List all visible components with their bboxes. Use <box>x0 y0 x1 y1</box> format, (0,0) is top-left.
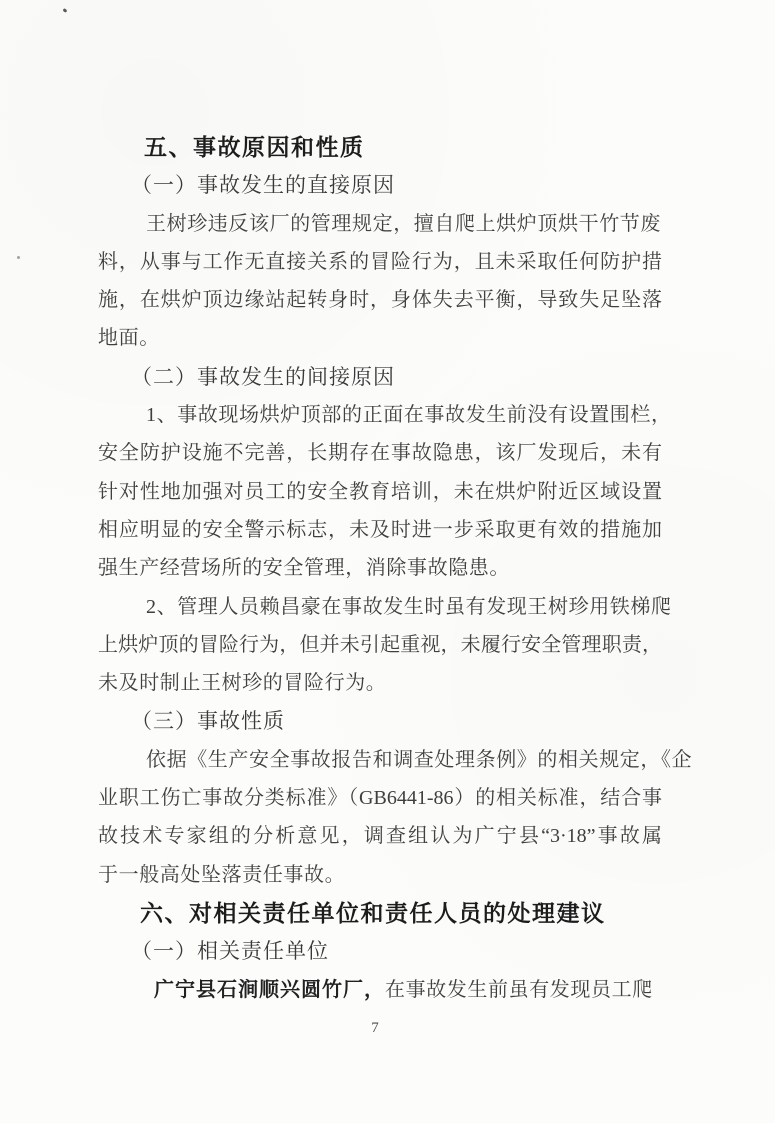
scan-speck <box>17 256 20 259</box>
paragraph-line: 故技术专家组的分析意见，调查组认为广宁县“3·18”事故属 <box>98 825 662 848</box>
subheading-indirect-cause: （二）事故发生的间接原因 <box>131 364 395 389</box>
paragraph-line: 针对性地加强对员工的安全教育培训，未在烘炉附近区域设置 <box>98 480 662 503</box>
section-heading-five: 五、事故原因和性质 <box>144 134 365 160</box>
paragraph-line: 相应明显的安全警示标志，未及时进一步采取更有效的措施加 <box>98 518 662 541</box>
paragraph-line <box>98 971 662 1009</box>
paragraph-line: 施，在烘炉顶边缘站起转身时，身体失去平衡，导致失足坠落 <box>98 289 662 312</box>
paragraph-line: 地面。 <box>98 327 160 350</box>
page-number: 7 <box>371 1020 379 1036</box>
subheading-direct-cause: （一）事故发生的直接原因 <box>131 173 395 198</box>
paragraph-line: 王树珍违反该厂的管理规定，擅自爬上烘炉顶烘干竹节废 <box>146 212 661 235</box>
responsible-unit-name: 广宁县石涧顺兴圆竹厂， <box>154 978 385 1001</box>
subheading-responsible-unit: （一）相关责任单位 <box>131 939 329 964</box>
section-heading-six: 六、对相关责任单位和责任人员的处理建议 <box>140 899 606 926</box>
paragraph-line: 料，从事与工作无直接关系的冒险行为，且未采取任何防护措 <box>98 250 662 273</box>
subheading-accident-nature: （三）事故性质 <box>131 709 285 734</box>
paragraph-line: 未及时制止王树珍的冒险行为。 <box>98 672 387 695</box>
paragraph-line: 依据《生产安全事故报告和调查处理条例》的相关规定，《企 <box>146 748 693 771</box>
paragraph-line: 业职工伤亡事故分类标准》（GB6441-86）的相关标准，结合事 <box>98 787 662 810</box>
document-body <box>98 128 693 1009</box>
paragraph-line: 强生产经营场所的安全管理，消除事故隐患。 <box>98 557 510 580</box>
paragraph-line: 安全防护设施不完善，长期存在事故隐患，该厂发现后，未有 <box>98 442 662 465</box>
paragraph-line: 于一般高处坠落责任事故。 <box>98 863 346 886</box>
scan-speck <box>63 8 68 13</box>
paragraph-text: 在事故发生前虽有发现员工爬 <box>385 978 653 1001</box>
paragraph-line: 上烘炉顶的冒险行为，但并未引起重视，未履行安全管理职责， <box>98 633 662 656</box>
paragraph-line: 1、事故现场烘炉顶部的正面在事故发生前没有设置围栏， <box>146 404 672 427</box>
paragraph-line: 2、管理人员赖昌豪在事故发生时虽有发现王树珍用铁梯爬 <box>146 595 672 618</box>
